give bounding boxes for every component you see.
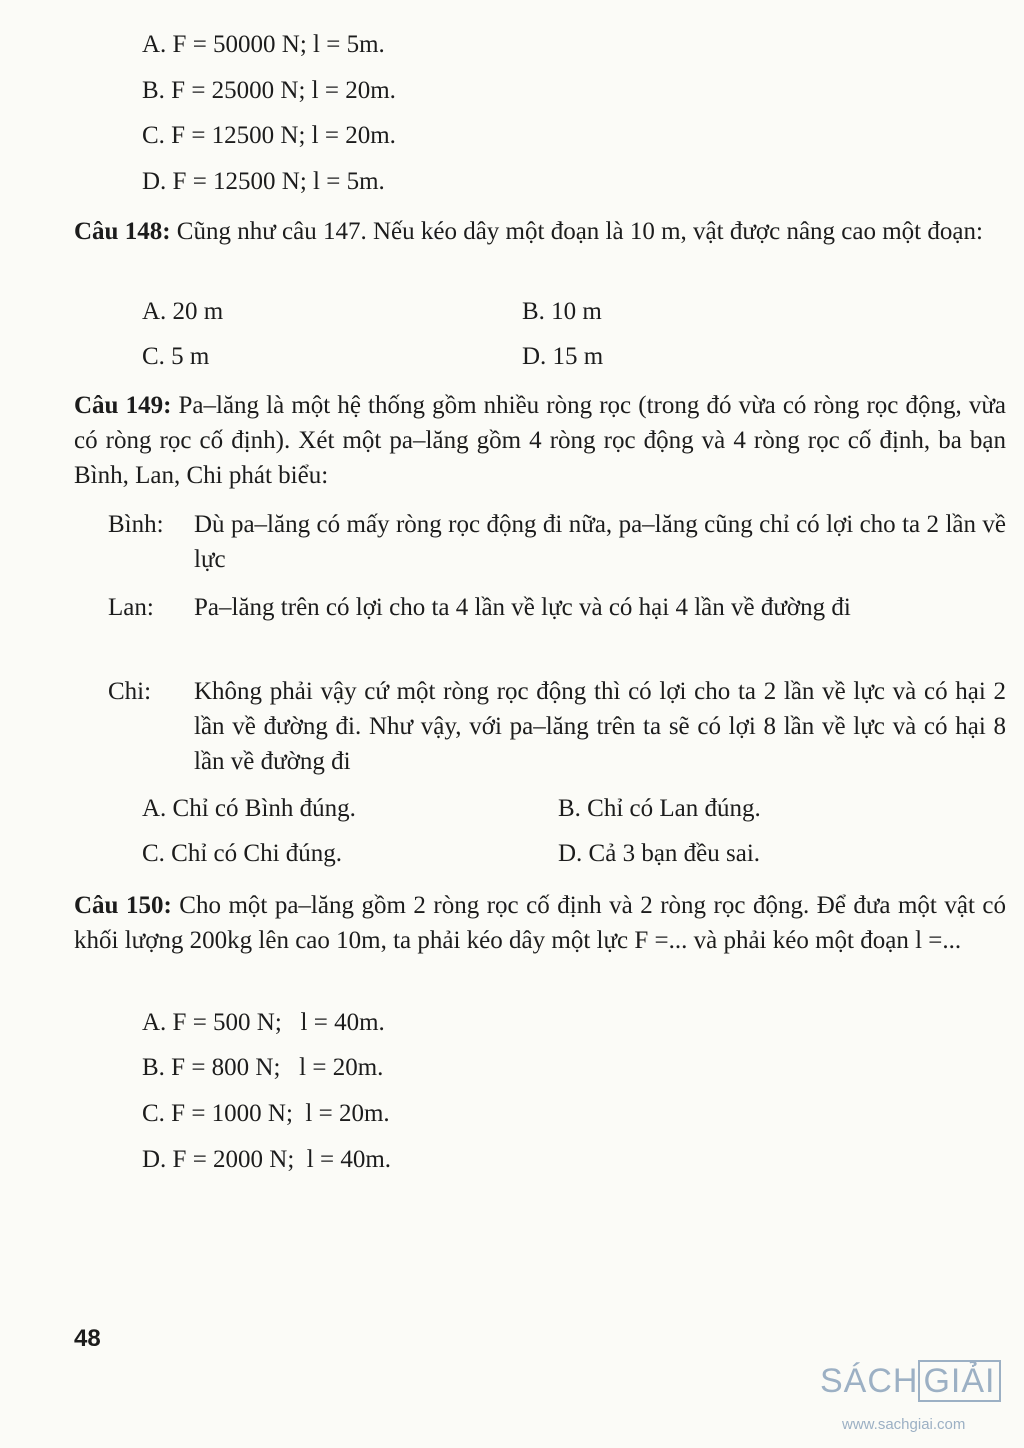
watermark-logo: [820, 1362, 1001, 1401]
q148-text: Cũng như câu 147. Nếu kéo dây một đoạn là 10 m, vật được nâng cao một đoạn:: [176, 218, 983, 245]
q150-option-d: D. F = 2000 N; l = 40m.: [142, 1146, 392, 1173]
q149-option-d: D. Cả 3 bạn đều sai.: [558, 840, 761, 867]
speaker-lan: Lan:: [108, 594, 154, 621]
q149-option-a: A. Chỉ có Bình đúng.: [142, 795, 356, 822]
q150-option-b: B. F = 800 N; l = 20m.: [142, 1054, 384, 1081]
q150-question: [74, 888, 1006, 958]
q149-option-c: C. Chỉ có Chi đúng.: [142, 840, 343, 867]
speaker-chi: Chi:: [108, 678, 152, 705]
q149-text: Pa–lăng là một hệ thống gồm nhiều ròng rọc (trong đó vừa có ròng rọc động, vừa có ròng rọc cố định). Xét một pa–lăng gồm 4 ròng rọc động và 4 ròng rọc cố định, ba bạn Bình, Lan, Chi phát biểu:: [74, 392, 1006, 489]
q149-label: Câu 149:: [74, 392, 172, 419]
q149-question: [74, 388, 1006, 493]
speaker-binh: Bình:: [108, 511, 164, 538]
q148-question: [74, 214, 1006, 249]
q147-option-c: C. F = 12500 N; l = 20m.: [142, 122, 396, 149]
q150-label: Câu 150:: [74, 892, 172, 919]
q147-option-b: B. F = 25000 N; l = 20m.: [142, 77, 396, 104]
watermark-text-2: GIẢI: [918, 1360, 1000, 1402]
watermark-url: www.sachgiai.com: [842, 1416, 966, 1433]
q150-option-a: A. F = 500 N; l = 40m.: [142, 1009, 385, 1036]
q149-option-b: B. Chỉ có Lan đúng.: [558, 795, 761, 822]
q150-text: Cho một pa–lăng gồm 2 ròng rọc cố định và 2 ròng rọc động. Để đưa một vật có khối lượng 200kg lên cao 10m, ta phải kéo dây một lực F =... và phải kéo một đoạn l =...: [74, 892, 1006, 954]
q150-option-c: C. F = 1000 N; l = 20m.: [142, 1100, 390, 1127]
q147-option-a: A. F = 50000 N; l = 5m.: [142, 31, 385, 58]
q148-option-b: B. 10 m: [522, 298, 602, 325]
watermark-text-1: SÁCH: [820, 1362, 919, 1400]
q148-option-d: D. 15 m: [522, 343, 604, 370]
statement-lan: Pa–lăng trên có lợi cho ta 4 lần về lực và có hại 4 lần về đường đi: [194, 594, 851, 621]
q148-option-a: A. 20 m: [142, 298, 224, 325]
statement-binh: Dù pa–lăng có mấy ròng rọc động đi nữa, pa–lăng cũng chỉ có lợi cho ta 2 lần về lực: [194, 511, 1006, 573]
statement-chi: Không phải vậy cứ một ròng rọc động thì có lợi cho ta 2 lần về lực và có hại 2 lần về đường đi. Như vậy, với pa–lăng trên ta sẽ có lợi 8 lần về lực và có hại 8 lần về đường đi: [194, 678, 1006, 775]
q147-option-d: D. F = 12500 N; l = 5m.: [142, 168, 385, 195]
q148-option-c: C. 5 m: [142, 343, 210, 370]
page-number: 48: [74, 1325, 101, 1352]
q148-label: Câu 148:: [74, 218, 171, 245]
